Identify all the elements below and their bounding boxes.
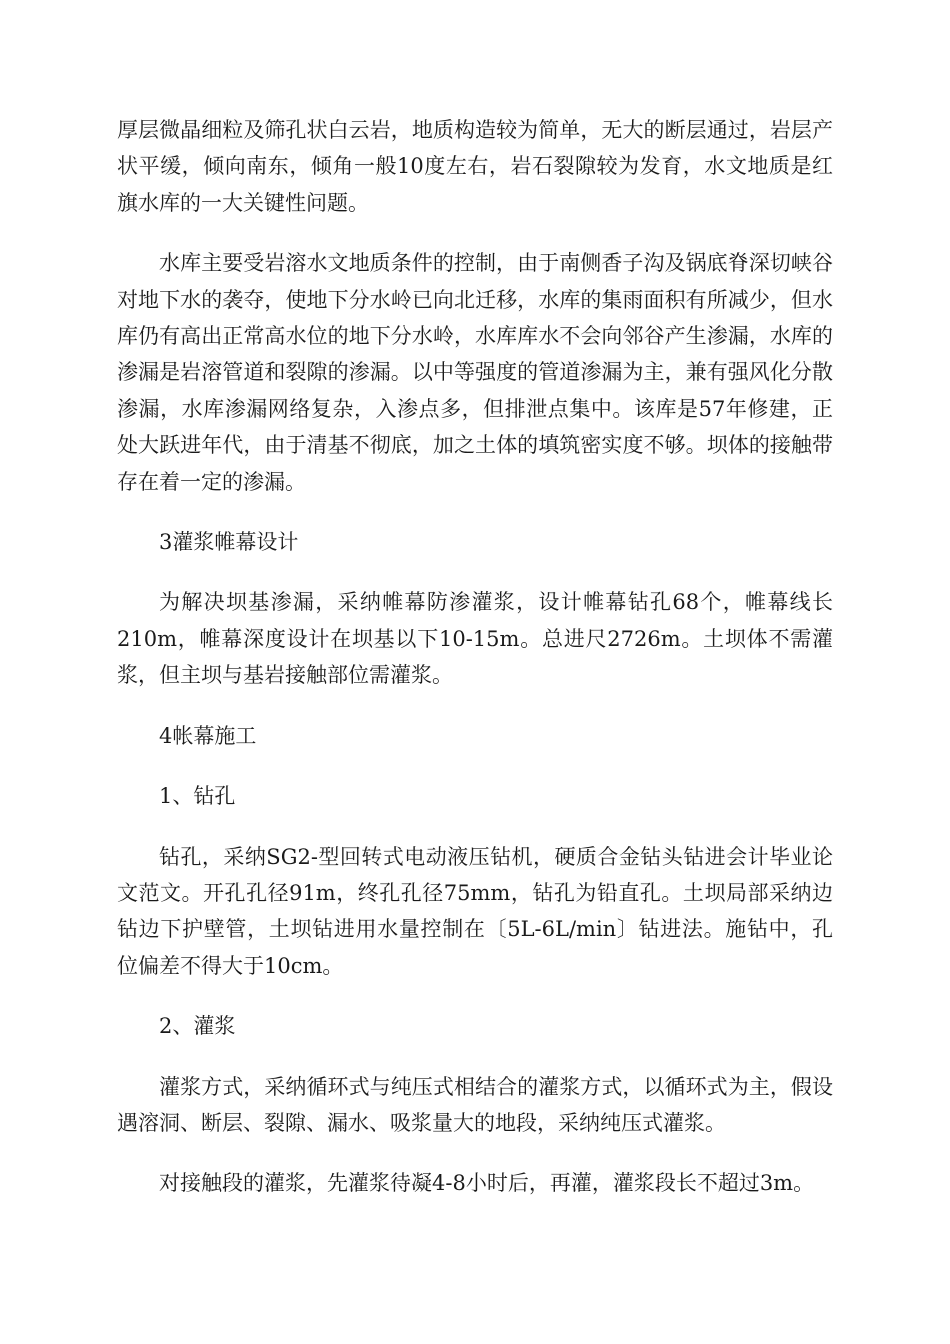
subheading-grouting: 2、灌浆 bbox=[159, 1014, 236, 1039]
paragraph-drilling: 钻孔，采纳SG2-型回转式电动液压钻机，硬质合金钻头钻进会计毕业论文范文。开孔孔径91m，终孔孔径75mm，钻孔为铅直孔。土坝局部采纳边钻边下护壁管，土坝钻进用水量控制在〔5L-6L/min〕钻进法。施钻中，孔位偏差不得大于10cm。 bbox=[117, 844, 833, 978]
document-body bbox=[117, 112, 833, 1226]
paragraph-grouting-method: 灌浆方式，采纳循环式与纯压式相结合的灌浆方式，以循环式为主，假设遇溶洞、断层、裂隙、漏水、吸浆量大的地段，采纳纯压式灌浆。 bbox=[117, 1074, 833, 1135]
subheading-drilling: 1、钻孔 bbox=[159, 784, 236, 809]
paragraph-contact-grouting: 对接触段的灌浆，先灌浆待凝4-8小时后，再灌，灌浆段长不超过3m。 bbox=[159, 1171, 815, 1196]
paragraph-karst-leakage: 水库主要受岩溶水文地质条件的控制，由于南侧香子沟及锅底脊深切峡谷对地下水的袭夺，使地下分水岭已向北迁移，水库的集雨面积有所减少，但水库仍有高出正常高水位的地下分水岭，水库库水不会向邻谷产生渗漏，水库的渗漏是岩溶管道和裂隙的渗漏。以中等强度的管道渗漏为主，兼有强风化分散渗漏，水库渗漏网络复杂，入渗点多，但排泄点集中。该库是57年修建，正处大跃进年代，由于清基不彻底，加之土体的填筑密实度不够。坝体的接触带存在着一定的渗漏。 bbox=[117, 251, 833, 494]
section-heading-grouting-design: 3灌浆帷幕设计 bbox=[159, 530, 299, 555]
section-heading-curtain-construction: 4帐幕施工 bbox=[159, 723, 257, 748]
paragraph-geology: 厚层微晶细粒及筛孔状白云岩，地质构造较为简单，无大的断层通过，岩层产状平缓，倾向南东，倾角一般10度左右，岩石裂隙较为发育，水文地质是红旗水库的一大关键性问题。 bbox=[117, 118, 833, 215]
paragraph-grouting-design: 为解决坝基渗漏，采纳帷幕防渗灌浆，设计帷幕钻孔68个，帷幕线长210m，帷幕深度设计在坝基以下10-15m。总进尺2726m。土坝体不需灌浆，但主坝与基岩接触部位需灌浆。 bbox=[117, 590, 833, 688]
